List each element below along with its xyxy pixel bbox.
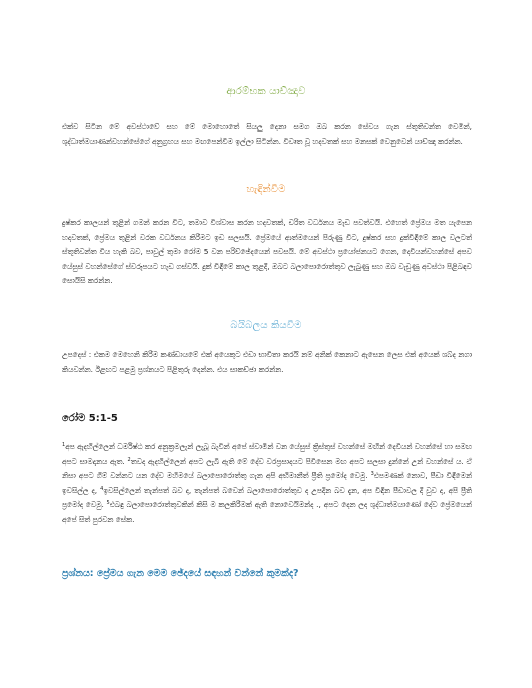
discussion-question: ප්‍රශ්නය: ප්‍රේමය ගැන මෙම ඡේදයේ සඳහන් වන්නේ කුමක්ද? bbox=[62, 568, 299, 579]
introduction-text: දුෂ්කර කාලයන් තුළින් ගමන් කරන විට, තමාව විශ්වාස කරන හදවතක්, චරිත වර්ධනය මැඩ පවත්වයි. එහෙත් ප්‍රේමය මත යැපෙන හදවතක්, ප්‍රේමය තුළින් වරක වර්ධනය කිරීමට ඉඩ සලසයි. ප්‍රේමයේ ආත්මයෙන් පිරුණු විට, දුෂ්කර සහ දුක්විඳීමේ කාල වලටත් ස්තූතිවන්ත විය හැකි බව, පාවුල් තුමා රෝම 5 වන පරිච්ඡේදයෙන් පවසයි. මේ අවස්ථා ප්‍රයෝජනයට ගෙන, දෙවියන්වහන්සේ අපව යේසුස් වහන්සේගේ ස්වරූපයට හැඩ ගස්වයි. දුක් විඳීමේ කාල තුළදී, ඔබට බලාපොරොත්තුව ලැබුණු සහ ඔබ වැඩුණු අවස්ථා පිළිබඳව සොයිසි කරන්න. bbox=[62, 218, 472, 286]
opening-prayer-heading: ආරම්භක යාච්ඤාව bbox=[226, 86, 306, 97]
verse-number: 4 bbox=[100, 485, 104, 492]
bible-reading-instructions: උපදෙස් : එකම මෙහෙනි කිරීම කණ්ඩායමේ එක් අයෙකුට එඩා භාවිතා කරයි නම් අනික් කෙනාට ඇසෙන ලෙස එක් අයෙක් ශබ්ද නගා කියවන්න. ඊළඟට පළමු ප්‍රශ්නයට පිළිතුරු දෙන්න. එය සාකච්ඡා කරන්න. bbox=[62, 350, 472, 374]
introduction-heading: හැඳින්වීම bbox=[246, 184, 286, 195]
verse-text: තවද ඇදහිල්ලෙන් අපට ලැබී ඇති මේ දේව වරප්‍රසාදයට පිවිසෙන මඟ අපට සලසා දුන්නේ උන් වහන්සේ ය. ඒ නිසා අපට ගිම් වන්නට යන දේව මහිමයේ බලාපොරොත්තු ගැන අපි අභිමානීත් ප්‍රීති ප්‍රමෝද වෙමු. bbox=[62, 456, 472, 481]
bible-reading-heading: බයිබලය කියවීම bbox=[230, 320, 302, 331]
verse-number: 1 bbox=[62, 442, 66, 448]
opening-prayer-text: එක්ව සිටින මේ අවස්ථාවේ සහ මේ මොහොතේ සියලු දෙනා සමග ඔබ කරන සේවය ගැන ස්තූතිවන්ත වෙමින්, ශුද්ධාත්මයාණන්වහන්සේගේ අනුග්‍රහය සහ මඟපෙන්වීම ඉල්ලා සිටින්න. විවෘත වූ හදවතක් සහ මනසක් වෙනුවෙන් යාච්ඤා කරන්න. bbox=[62, 122, 472, 146]
verse-number: 5 bbox=[106, 500, 110, 507]
scripture-text bbox=[62, 440, 472, 528]
verse-number: 3 bbox=[370, 471, 374, 478]
verse-text: අප ඇදහිල්ලෙන් ධර්මිෂ්ඨ කර අනුක්‍රමලැන් ලැබූ බැවින් අපේ ස්වාමීන් වන යේසුස් ක්‍රිස්තුස් වහන්සේ මඟින් දෙවියන් වහන්සේ හා සමඟ අපට සාමදානය ඇත. bbox=[62, 442, 472, 466]
verse-text: එපමණක් නොව, පීඩා විඳීමෙන් ඉවසිල්ල ද, bbox=[62, 471, 472, 495]
verse-number: 2 bbox=[127, 456, 131, 463]
verse-text: එබඳු බලාපොරොත්තුවකින් කිසි ම කලකිරීමක් ඇති නොවෙයිමන්ද ., අපට දෙන ලද ශුද්ධාත්මයාණෝ දේව ප්‍රේමයෙන් අපේ සිත් පුරවන සේක. bbox=[62, 500, 472, 524]
verse-text: ඉවසිල්ලෙන් තැන්පත් බව ද, තැන්පත් බවෙන් බලාපොරොත්තුව ද උපදින බව දැන, අප විඳින පීඩාවල දී වුව ද, අපි ප්‍රීති ප්‍රමෝද වෙමු. bbox=[62, 485, 472, 510]
scripture-reference: රෝම 5:1-5 bbox=[62, 413, 118, 424]
